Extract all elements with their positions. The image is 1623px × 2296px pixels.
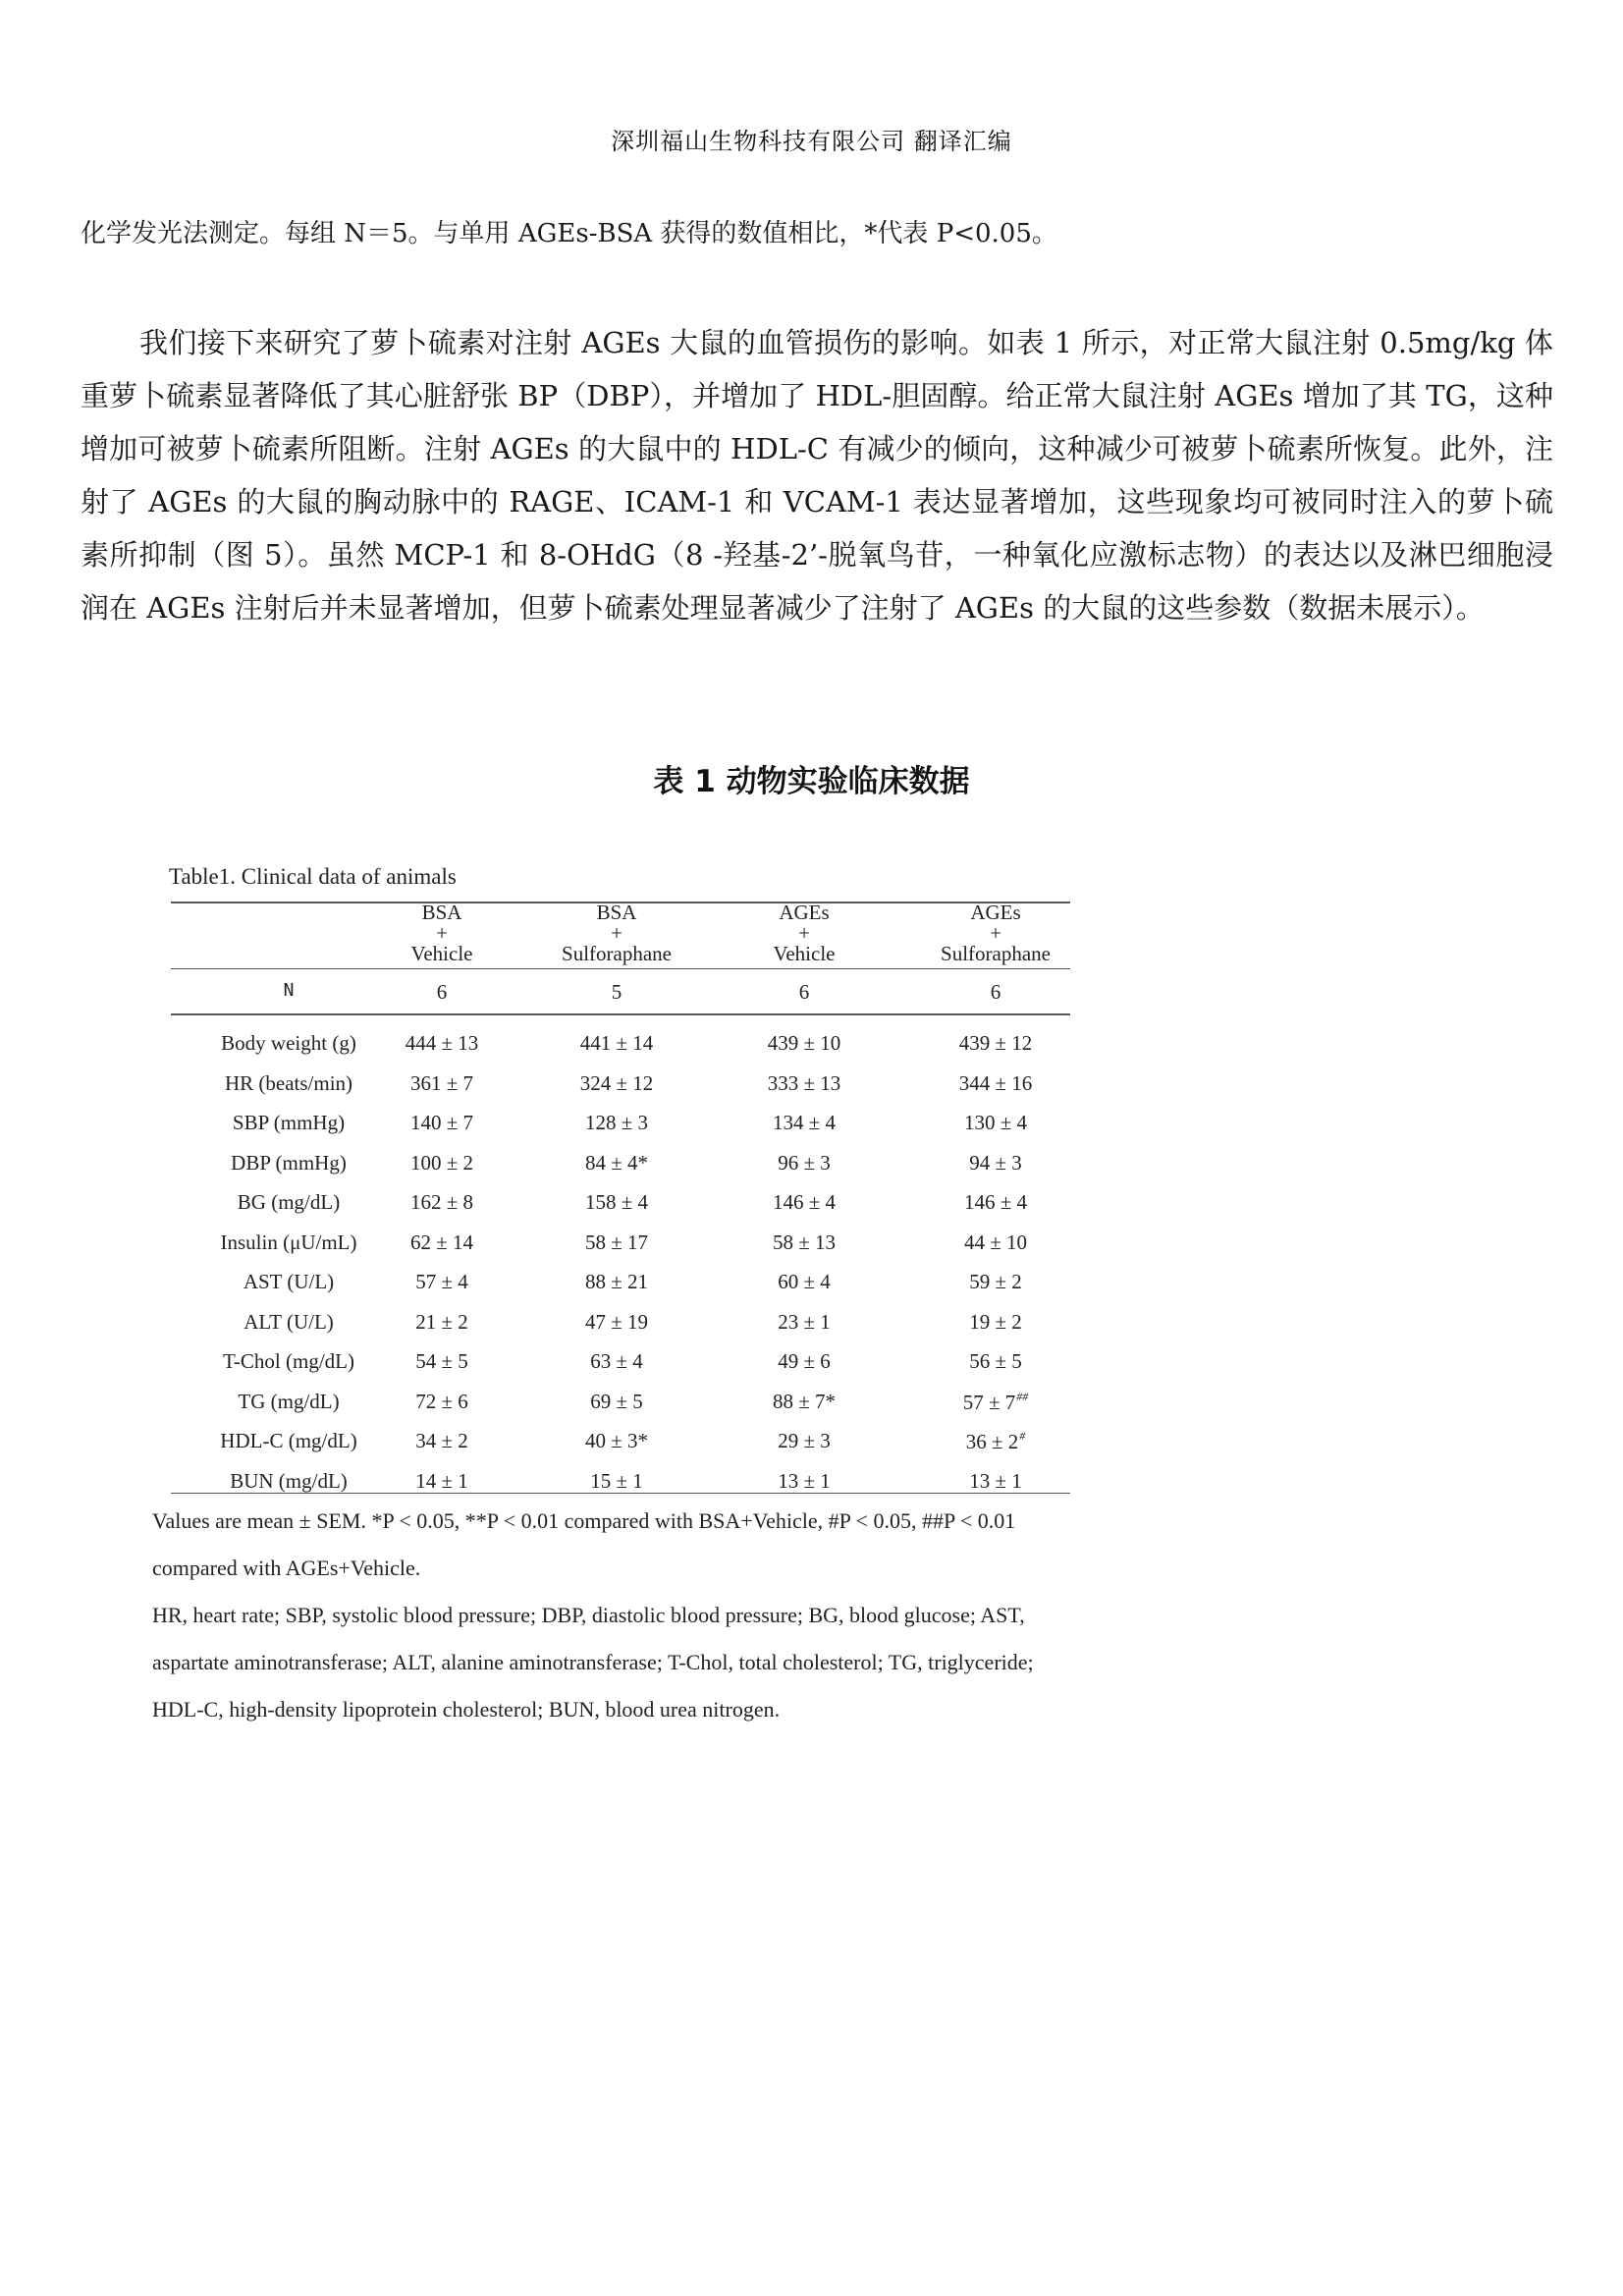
cell-value: 13 ± 1 — [969, 1468, 1022, 1493]
cell-value: 140 ± 7 — [409, 1111, 474, 1134]
cell-value: 324 ± 12 — [579, 1070, 654, 1095]
cell-value: 333 ± 13 — [767, 1070, 841, 1095]
cell-value: 36 ± 2 — [965, 1430, 1019, 1453]
column-header-line: AGEs — [970, 901, 1021, 924]
table-cell — [716, 1111, 893, 1135]
cell-value: 444 ± 13 — [405, 1031, 479, 1055]
table-cell — [353, 1469, 530, 1494]
significance-mark: # — [1019, 1429, 1026, 1443]
table-cell — [353, 1190, 530, 1215]
cell-value: 19 ± 2 — [969, 1309, 1022, 1334]
table-cell — [528, 1071, 705, 1096]
cell-value: 40 ± 3* — [584, 1429, 649, 1452]
cell-value: 441 ± 14 — [579, 1031, 654, 1055]
column-header — [353, 902, 530, 964]
cell-value: 88 ± 7* — [772, 1389, 837, 1413]
cell-value: 94 ± 3 — [969, 1150, 1022, 1175]
cell-value: 146 ± 4 — [963, 1190, 1028, 1214]
column-header-line: Vehicle — [773, 942, 836, 965]
table-cell — [716, 1190, 893, 1215]
note-line: compared with AGEs+Vehicle. — [152, 1556, 421, 1580]
table-cell — [353, 1151, 530, 1175]
table-cell — [353, 1429, 530, 1453]
table-cell — [528, 1270, 705, 1294]
table-cell — [528, 1390, 705, 1414]
column-header-line: BSA — [596, 901, 637, 924]
cell-value: 59 ± 2 — [969, 1270, 1022, 1293]
significance-mark: ## — [1016, 1389, 1029, 1403]
column-header-line: BSA — [421, 901, 462, 924]
row-label: BUN (mg/dL) — [230, 1468, 348, 1493]
table-cell — [907, 1230, 1084, 1255]
row-label: TG (mg/dL) — [238, 1389, 340, 1413]
table-cell — [716, 1469, 893, 1494]
cell-value: 56 ± 5 — [969, 1349, 1022, 1373]
table-cell — [528, 1190, 705, 1215]
cell-value: 57 ± 7 — [962, 1390, 1016, 1414]
table-cell — [716, 1230, 893, 1255]
table-cell — [716, 1390, 893, 1414]
cell-value: 134 ± 4 — [772, 1111, 837, 1134]
table-cell — [716, 1270, 893, 1294]
table-cell — [528, 1031, 705, 1056]
n-cell: 5 — [611, 980, 622, 1004]
row-label: Insulin (μU/mL) — [220, 1230, 357, 1254]
table-cell — [528, 1310, 705, 1335]
cell-value: 344 ± 16 — [958, 1070, 1033, 1095]
column-header-line: Vehicle — [410, 942, 473, 965]
cell-value: 60 ± 4 — [778, 1270, 831, 1293]
cell-value: 96 ± 3 — [778, 1150, 831, 1175]
row-label: HDL-C (mg/dL) — [220, 1429, 357, 1452]
table-notes — [152, 1498, 1134, 1733]
row-label-n: N — [283, 980, 295, 1001]
note-line: HR, heart rate; SBP, systolic blood pressure; DBP, diastolic blood pressure; BG, blood glucose; AST, — [152, 1603, 1025, 1627]
cell-value: 34 ± 2 — [415, 1429, 468, 1452]
cell-value: 47 ± 19 — [584, 1309, 649, 1334]
cell-value: 63 ± 4 — [590, 1349, 643, 1373]
table-cell — [907, 1469, 1084, 1494]
column-header-line: + — [798, 921, 810, 945]
table-cell — [353, 1111, 530, 1135]
cell-value: 162 ± 8 — [409, 1190, 474, 1214]
table-cell — [907, 1111, 1084, 1135]
cell-value: 84 ± 4* — [584, 1150, 649, 1175]
column-header — [907, 902, 1084, 964]
header-rule — [171, 968, 1070, 969]
cell-value: 158 ± 4 — [584, 1190, 649, 1214]
cell-value: 21 ± 2 — [415, 1309, 468, 1334]
cell-value: 15 ± 1 — [590, 1468, 643, 1493]
table-cell — [907, 1031, 1084, 1056]
table-cell — [716, 1429, 893, 1453]
row-label: T-Chol (mg/dL) — [223, 1349, 354, 1373]
n-rule — [171, 1013, 1070, 1015]
table-cell — [716, 1151, 893, 1175]
cell-value: 72 ± 6 — [415, 1389, 468, 1413]
table-cell — [528, 1469, 705, 1494]
table-cell — [716, 1031, 893, 1056]
cell-value: 44 ± 10 — [963, 1230, 1028, 1254]
cell-value: 439 ± 12 — [958, 1031, 1033, 1055]
column-header — [716, 902, 893, 964]
cell-value: 54 ± 5 — [415, 1349, 468, 1373]
table-cell — [716, 1349, 893, 1374]
table-cell — [528, 1230, 705, 1255]
cell-value: 29 ± 3 — [778, 1429, 831, 1452]
table-caption: Table1. Clinical data of animals — [169, 864, 457, 889]
row-label: DBP (mmHg) — [231, 1150, 347, 1175]
body-paragraph: 我们接下来研究了萝卜硫素对注射 AGEs 大鼠的血管损伤的影响。如表 1 所示，对正常大鼠注射 0.5mg/kg 体重萝卜硫素显著降低了其心脏舒张 BP（DBP），并增加了 HDL-胆固醇。给正常大鼠注射 AGEs 增加了其 TG，这种增加可被萝卜硫素所阻断。注射 AGEs 的大鼠中的 HDL-C 有减少的倾向，这种减少可被萝卜硫素所恢复。此外，注射了 AGEs 的大鼠的胸动脉中的 RAGE、ICAM-1 和 VCAM-1 表达显著增加，这些现象均可被同时注入的萝卜硫素所抑制（图 5）。虽然 MCP-1 和 8-OHdG（8 -羟基-2’-脱氧鸟苷，一种氧化应激标志物）的表达以及淋巴细胞浸润在 AGEs 注射后并未显著增加，但萝卜硫素处理显著减少了注射了 AGEs 的大鼠的这些参数（数据未展示）。 — [81, 326, 1553, 625]
table-cell — [353, 1071, 530, 1096]
cell-value: 13 ± 1 — [778, 1468, 831, 1493]
column-header-line: + — [990, 921, 1001, 945]
n-cell: 6 — [436, 980, 448, 1004]
table-cell — [907, 1349, 1084, 1374]
cell-value: 57 ± 4 — [415, 1270, 468, 1293]
note-line: Values are mean ± SEM. *P < 0.05, **P < 0.01 compared with BSA+Vehicle, #P < 0.05, ##P < 0.01 — [152, 1508, 1016, 1533]
table-cell — [716, 1071, 893, 1096]
column-header — [528, 902, 705, 964]
cell-value: 49 ± 6 — [778, 1349, 831, 1373]
row-label: Body weight (g) — [221, 1031, 356, 1055]
cell-value: 14 ± 1 — [415, 1468, 468, 1493]
row-label: BG (mg/dL) — [237, 1190, 341, 1214]
cell-value: 58 ± 13 — [772, 1230, 837, 1254]
column-header-line: Sulforaphane — [562, 942, 672, 965]
cell-value: 58 ± 17 — [584, 1230, 649, 1254]
table-cell — [353, 1349, 530, 1374]
n-cell: 6 — [990, 980, 1001, 1004]
row-label: SBP (mmHg) — [232, 1111, 346, 1134]
cell-value: 130 ± 4 — [963, 1111, 1028, 1134]
table-cell — [907, 1429, 1084, 1454]
table-cell — [353, 1031, 530, 1056]
cell-value: 88 ± 21 — [584, 1270, 649, 1293]
table-cell — [907, 1390, 1084, 1415]
cell-value: 146 ± 4 — [772, 1190, 837, 1214]
table-cell — [528, 1429, 705, 1453]
cell-value: 69 ± 5 — [590, 1389, 643, 1413]
table-cell — [528, 1111, 705, 1135]
column-header-line: + — [611, 921, 622, 945]
row-label: HR (beats/min) — [224, 1070, 353, 1095]
table-cell — [716, 1310, 893, 1335]
column-header-line: Sulforaphane — [941, 942, 1051, 965]
table-cell — [907, 1270, 1084, 1294]
row-label: AST (U/L) — [243, 1270, 335, 1293]
note-line: aspartate aminotransferase; ALT, alanine aminotransferase; T-Chol, total cholesterol; TG, triglyceride; — [152, 1650, 1034, 1674]
table-cell — [907, 1190, 1084, 1215]
cell-value: 361 ± 7 — [409, 1070, 474, 1095]
table-cell — [528, 1349, 705, 1374]
row-label: ALT (U/L) — [243, 1309, 334, 1334]
table-cell — [353, 1230, 530, 1255]
cell-value: 62 ± 14 — [409, 1230, 474, 1254]
cell-value: 128 ± 3 — [584, 1111, 649, 1134]
intro-text: 化学发光法测定。每组 N＝5。与单用 AGEs-BSA 获得的数值相比，*代表 P<0.05。 — [81, 219, 1057, 248]
table-cell — [907, 1310, 1084, 1335]
table-cell — [907, 1151, 1084, 1175]
table-cell — [528, 1151, 705, 1175]
table-cell — [907, 1071, 1084, 1096]
n-cell: 6 — [798, 980, 810, 1004]
cell-value: 100 ± 2 — [409, 1150, 474, 1175]
table-title: 表 1 动物实验临床数据 — [653, 764, 970, 799]
table-cell — [353, 1390, 530, 1414]
cell-value: 23 ± 1 — [778, 1309, 831, 1334]
table-cell — [353, 1270, 530, 1294]
cell-value: 439 ± 10 — [767, 1031, 841, 1055]
page-header: 深圳福山生物科技有限公司 翻译汇编 — [611, 128, 1012, 155]
note-line: HDL-C, high-density lipoprotein cholesterol; BUN, blood urea nitrogen. — [152, 1697, 781, 1722]
column-header-line: AGEs — [779, 901, 830, 924]
column-header-line: + — [436, 921, 448, 945]
table-cell — [353, 1310, 530, 1335]
